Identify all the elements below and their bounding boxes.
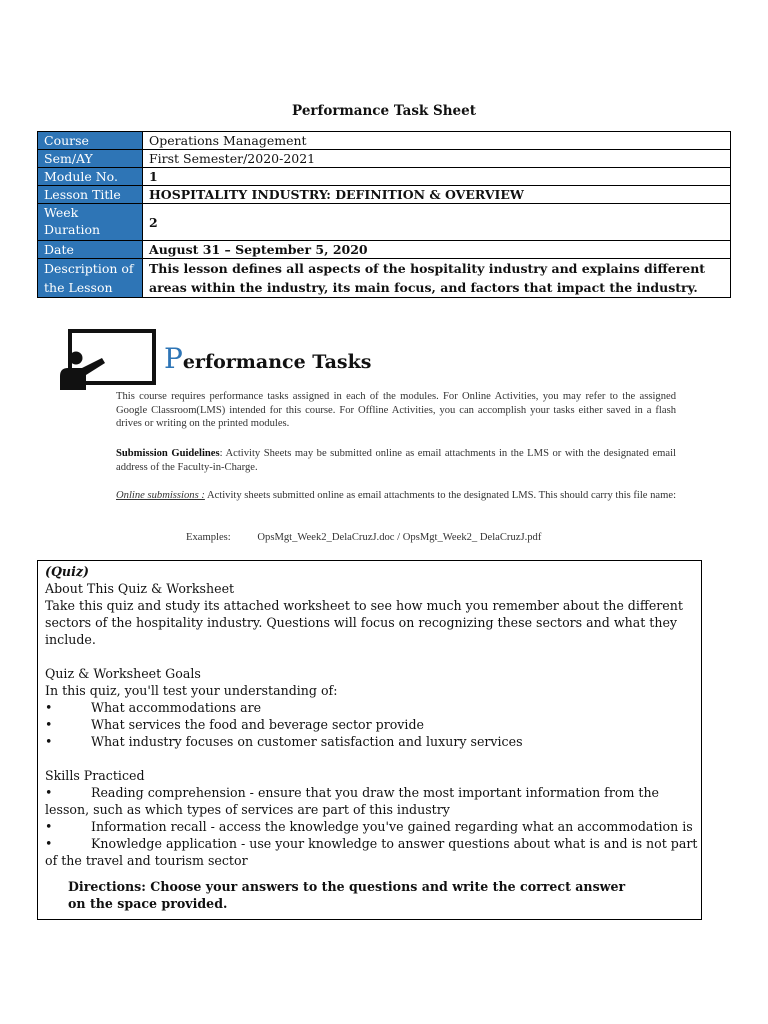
goals-intro: In this quiz, you'll test your understanding of: [45, 683, 338, 698]
row-label-sem: Sem/AY [38, 150, 143, 168]
performance-tasks-heading [164, 342, 372, 375]
list-item: • Knowledge application - use your knowledge to answer questions about what is and is not part of the travel and tourism sector [45, 836, 698, 868]
list-item: • Reading comprehension - ensure that you draw the most important information from the lesson, such as which types of services are part of this industry [45, 785, 660, 817]
directions-line-1: Directions: Choose your answers to the questions and write the correct answer [68, 879, 626, 894]
list-item: • Information recall - access the knowledge you've gained regarding what an accommodation is [45, 819, 693, 834]
file-name-examples [186, 532, 541, 543]
examples-label: Examples: [186, 532, 231, 543]
row-value-lesson-title: HOSPITALITY INDUSTRY: DEFINITION & OVERVIEW [143, 186, 731, 204]
row-value-module: 1 [143, 168, 731, 186]
submission-text: : Activity Sheets may be submitted online as email attachments in the LMS or with the designated email address of the Faculty-in-Charge. [116, 448, 676, 473]
row-label-description: Description of the Lesson [38, 259, 143, 298]
goals-heading: Quiz & Worksheet Goals [45, 666, 201, 681]
lesson-info-table [37, 131, 731, 298]
row-label-lesson-title: Lesson Title [38, 186, 143, 204]
quiz-tag: (Quiz) [45, 564, 89, 579]
online-text: Activity sheets submitted online as email attachments to the designated LMS. This should carry this file name: [204, 490, 677, 501]
list-item: • What services the food and beverage sector provide [45, 717, 424, 732]
list-item: • What accommodations are [45, 700, 262, 715]
row-value-date: August 31 – September 5, 2020 [143, 241, 731, 259]
submission-guidelines [116, 447, 676, 474]
row-label-module: Module No. [38, 168, 143, 186]
online-submissions [116, 489, 676, 503]
heading-rest: erformance Tasks [182, 351, 372, 373]
submission-label: Submission Guidelines [116, 448, 220, 459]
row-label-week-duration: Week Duration [38, 204, 143, 241]
list-item: • What industry focuses on customer satisfaction and luxury services [45, 734, 523, 749]
row-label-date: Date [38, 241, 143, 259]
row-value-week-duration: 2 [143, 204, 731, 241]
row-value-description: This lesson defines all aspects of the hospitality industry and explains different areas within the industry, its main focus, and factors that impact the industry. [143, 259, 731, 298]
table-row [38, 259, 731, 298]
row-label-course: Course [38, 132, 143, 150]
table-row [38, 132, 731, 150]
table-row [38, 168, 731, 186]
performance-intro: This course requires performance tasks assigned in each of the modules. For Online Activities, you may refer to the assigned Google Classroom(LMS) intended for this course. For Offline Activities, you can accomplish your tasks either saved in a flash drives or writing on the printed modules. [116, 391, 676, 429]
page-title: Performance Task Sheet [292, 103, 476, 119]
row-value-sem: First Semester/2020-2021 [143, 150, 731, 168]
presentation-board-icon [56, 328, 158, 392]
table-row [38, 150, 731, 168]
row-value-course: Operations Management [143, 132, 731, 150]
examples-files: OpsMgt_Week2_DelaCruzJ.doc / OpsMgt_Week2_ DelaCruzJ.pdf [257, 532, 542, 543]
heading-initial: P [164, 342, 183, 375]
directions [45, 878, 701, 912]
about-heading: About This Quiz & Worksheet [45, 581, 235, 596]
skills-heading: Skills Practiced [45, 768, 145, 783]
quiz-box [37, 560, 702, 920]
table-row [38, 241, 731, 259]
table-row [38, 204, 731, 241]
directions-line-2: on the space provided. [68, 896, 228, 911]
table-row [38, 186, 731, 204]
online-label: Online submissions : [116, 490, 205, 501]
about-text: Take this quiz and study its attached worksheet to see how much you remember about the different sectors of the hospitality industry. Questions will focus on recognizing these sectors and what they include. [45, 598, 683, 647]
